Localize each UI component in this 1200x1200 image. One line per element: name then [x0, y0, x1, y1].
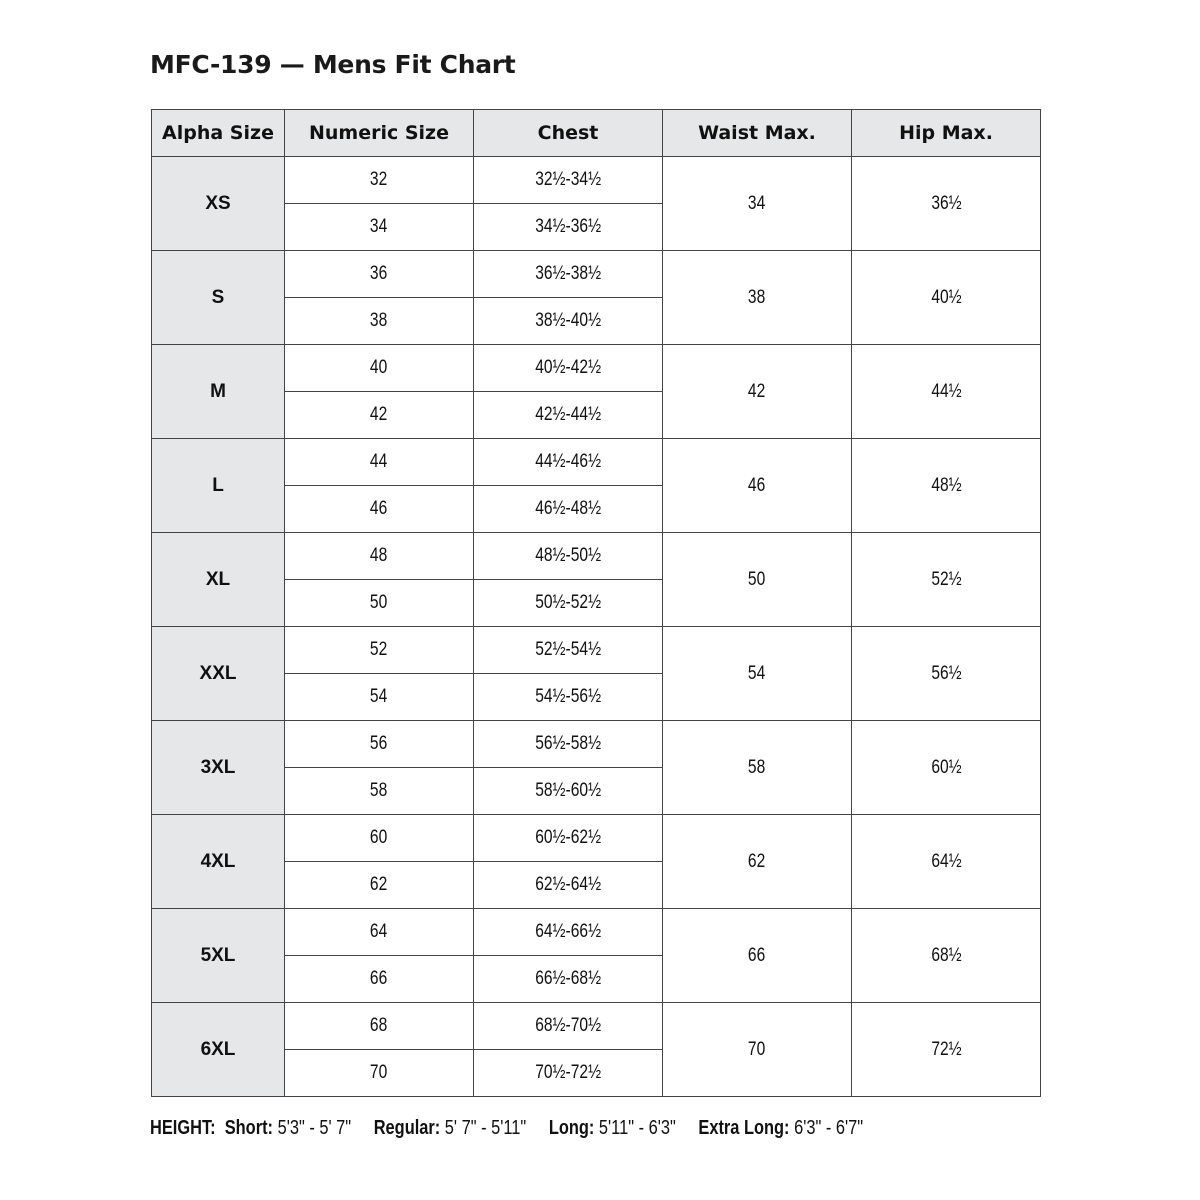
waist-max-value: 54: [748, 662, 766, 684]
hip-max-value: 72½: [930, 1038, 962, 1060]
numeric-size-cell: [285, 721, 474, 768]
chest-value: 36½-38½: [535, 263, 601, 284]
chest-value: 32½-34½: [535, 169, 601, 190]
hip-max-value: 44½: [930, 380, 962, 402]
waist-max-value: 58: [748, 756, 766, 778]
alpha-size-cell: XXL: [152, 627, 285, 721]
header-chest: Chest: [474, 110, 663, 157]
waist-max-value: 70: [748, 1038, 766, 1060]
waist-max-cell: [663, 1003, 852, 1097]
waist-max-cell: [663, 157, 852, 251]
numeric-size-value: 40: [370, 357, 388, 378]
chest-value: 66½-68½: [535, 968, 601, 989]
waist-max-cell: [663, 533, 852, 627]
chest-value: 52½-54½: [535, 639, 601, 660]
table-row: [152, 1003, 1041, 1050]
chest-cell: [474, 298, 663, 345]
height-long-value: 5'11" - 6'3": [598, 1117, 676, 1139]
height-regular-value: 5' 7" - 5'11": [444, 1117, 527, 1139]
height-short-label: Short:: [224, 1117, 274, 1139]
waist-max-value: 50: [748, 568, 766, 590]
height-footer: [150, 1117, 881, 1140]
chest-value: 70½-72½: [535, 1062, 601, 1083]
numeric-size-value: 64: [370, 921, 388, 942]
chest-value: 68½-70½: [535, 1015, 601, 1036]
waist-max-cell: [663, 909, 852, 1003]
numeric-size-value: 52: [370, 639, 388, 660]
table-row: [152, 815, 1041, 862]
hip-max-value: 48½: [930, 474, 962, 496]
numeric-size-value: 58: [370, 780, 388, 801]
numeric-size-cell: [285, 674, 474, 721]
waist-max-value: 34: [748, 192, 766, 214]
numeric-size-cell: [285, 909, 474, 956]
numeric-size-cell: [285, 580, 474, 627]
chest-cell: [474, 533, 663, 580]
numeric-size-cell: [285, 862, 474, 909]
numeric-size-value: 48: [370, 545, 388, 566]
table-row: [152, 533, 1041, 580]
table-row: [152, 251, 1041, 298]
numeric-size-value: 54: [370, 686, 388, 707]
chest-value: 50½-52½: [535, 592, 601, 613]
chest-cell: [474, 251, 663, 298]
height-label: HEIGHT:: [150, 1117, 216, 1139]
chest-cell: [474, 439, 663, 486]
header-alpha-size: Alpha Size: [152, 110, 285, 157]
alpha-size-cell: XS: [152, 157, 285, 251]
chest-value: 58½-60½: [535, 780, 601, 801]
alpha-size-cell: L: [152, 439, 285, 533]
hip-max-value: 56½: [930, 662, 962, 684]
chest-cell: [474, 815, 663, 862]
alpha-size-cell: M: [152, 345, 285, 439]
table-row: [152, 627, 1041, 674]
alpha-size-cell: 3XL: [152, 721, 285, 815]
chest-value: 42½-44½: [535, 404, 601, 425]
chest-value: 56½-58½: [535, 733, 601, 754]
numeric-size-cell: [285, 392, 474, 439]
hip-max-value: 52½: [930, 568, 962, 590]
hip-max-cell: [852, 1003, 1041, 1097]
table-row: [152, 439, 1041, 486]
numeric-size-value: 36: [370, 263, 388, 284]
chest-cell: [474, 157, 663, 204]
waist-max-value: 38: [748, 286, 766, 308]
numeric-size-cell: [285, 298, 474, 345]
numeric-size-value: 46: [370, 498, 388, 519]
table-row: [152, 909, 1041, 956]
chest-cell: [474, 674, 663, 721]
header-hip-max: Hip Max.: [852, 110, 1041, 157]
numeric-size-value: 44: [370, 451, 388, 472]
waist-max-cell: [663, 627, 852, 721]
chest-value: 46½-48½: [535, 498, 601, 519]
table-row: [152, 721, 1041, 768]
height-long-label: Long:: [548, 1117, 595, 1139]
height-extra-long-value: 6'3" - 6'7": [794, 1117, 864, 1139]
table-row: [152, 345, 1041, 392]
hip-max-cell: [852, 721, 1041, 815]
numeric-size-value: 70: [370, 1062, 388, 1083]
chest-cell: [474, 956, 663, 1003]
hip-max-cell: [852, 157, 1041, 251]
chest-cell: [474, 768, 663, 815]
height-extra-long-label: Extra Long:: [698, 1117, 790, 1139]
waist-max-value: 42: [748, 380, 766, 402]
chest-cell: [474, 392, 663, 439]
numeric-size-value: 50: [370, 592, 388, 613]
hip-max-cell: [852, 251, 1041, 345]
numeric-size-cell: [285, 768, 474, 815]
numeric-size-cell: [285, 439, 474, 486]
waist-max-value: 66: [748, 944, 766, 966]
waist-max-cell: [663, 815, 852, 909]
numeric-size-cell: [285, 627, 474, 674]
chest-value: 64½-66½: [535, 921, 601, 942]
numeric-size-value: 32: [370, 169, 388, 190]
chest-cell: [474, 721, 663, 768]
alpha-size-cell: 6XL: [152, 1003, 285, 1097]
hip-max-value: 64½: [930, 850, 962, 872]
height-short-value: 5'3" - 5' 7": [277, 1117, 352, 1139]
alpha-size-cell: 4XL: [152, 815, 285, 909]
hip-max-cell: [852, 533, 1041, 627]
chest-value: 48½-50½: [535, 545, 601, 566]
alpha-size-cell: 5XL: [152, 909, 285, 1003]
alpha-size-cell: S: [152, 251, 285, 345]
hip-max-value: 68½: [930, 944, 962, 966]
alpha-size-cell: XL: [152, 533, 285, 627]
numeric-size-cell: [285, 533, 474, 580]
chest-value: 38½-40½: [535, 310, 601, 331]
numeric-size-cell: [285, 345, 474, 392]
table-row: [152, 157, 1041, 204]
numeric-size-cell: [285, 251, 474, 298]
hip-max-cell: [852, 627, 1041, 721]
numeric-size-value: 60: [370, 827, 388, 848]
chest-cell: [474, 627, 663, 674]
height-regular-label: Regular:: [373, 1117, 441, 1139]
numeric-size-cell: [285, 815, 474, 862]
chest-value: 40½-42½: [535, 357, 601, 378]
chest-cell: [474, 1050, 663, 1097]
chest-cell: [474, 909, 663, 956]
table-body: [152, 157, 1041, 1097]
header-waist-max: Waist Max.: [663, 110, 852, 157]
numeric-size-cell: [285, 956, 474, 1003]
fit-chart-table: [151, 109, 1041, 1097]
hip-max-value: 60½: [930, 756, 962, 778]
numeric-size-value: 38: [370, 310, 388, 331]
chest-cell: [474, 580, 663, 627]
numeric-size-value: 42: [370, 404, 388, 425]
chest-cell: [474, 204, 663, 251]
page-title: MFC-139 — Mens Fit Chart: [150, 50, 516, 79]
table-header-row: [152, 110, 1041, 157]
hip-max-value: 36½: [930, 192, 962, 214]
numeric-size-cell: [285, 486, 474, 533]
hip-max-cell: [852, 909, 1041, 1003]
numeric-size-value: 56: [370, 733, 388, 754]
waist-max-value: 62: [748, 850, 766, 872]
numeric-size-value: 68: [370, 1015, 388, 1036]
chest-value: 34½-36½: [535, 216, 601, 237]
numeric-size-cell: [285, 157, 474, 204]
chest-cell: [474, 862, 663, 909]
chest-value: 62½-64½: [535, 874, 601, 895]
hip-max-value: 40½: [930, 286, 962, 308]
header-numeric-size: Numeric Size: [285, 110, 474, 157]
chest-cell: [474, 1003, 663, 1050]
numeric-size-cell: [285, 204, 474, 251]
chest-value: 60½-62½: [535, 827, 601, 848]
numeric-size-value: 66: [370, 968, 388, 989]
chest-value: 44½-46½: [535, 451, 601, 472]
waist-max-cell: [663, 439, 852, 533]
numeric-size-cell: [285, 1003, 474, 1050]
hip-max-cell: [852, 815, 1041, 909]
numeric-size-cell: [285, 1050, 474, 1097]
numeric-size-value: 34: [370, 216, 388, 237]
numeric-size-value: 62: [370, 874, 388, 895]
waist-max-value: 46: [748, 474, 766, 496]
waist-max-cell: [663, 721, 852, 815]
hip-max-cell: [852, 345, 1041, 439]
chest-value: 54½-56½: [535, 686, 601, 707]
hip-max-cell: [852, 439, 1041, 533]
waist-max-cell: [663, 345, 852, 439]
chest-cell: [474, 486, 663, 533]
waist-max-cell: [663, 251, 852, 345]
chest-cell: [474, 345, 663, 392]
